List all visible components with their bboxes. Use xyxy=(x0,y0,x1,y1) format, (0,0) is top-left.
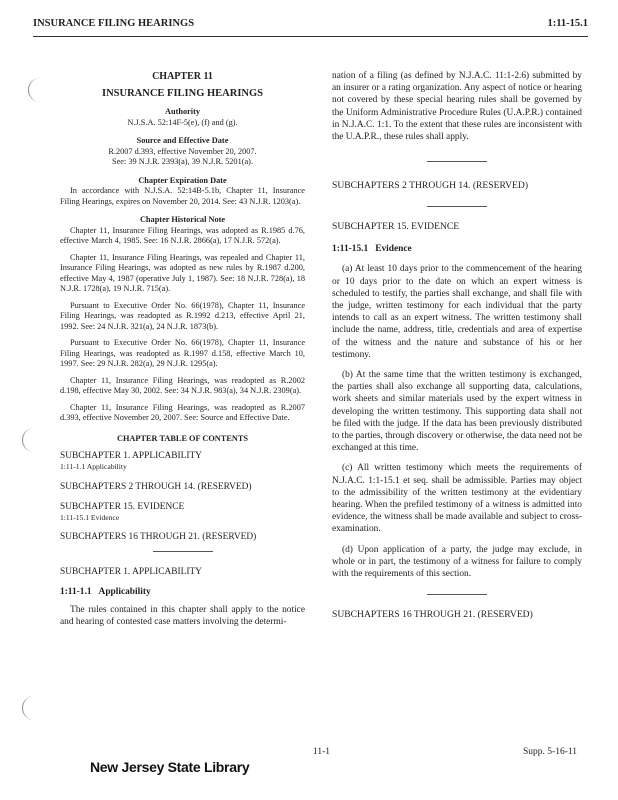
subchapter-heading: SUBCHAPTER 1. APPLICABILITY xyxy=(60,567,202,577)
authority-text: N.J.S.A. 52:14F-5(e), (f) and (g). xyxy=(127,117,238,127)
chapter-title: INSURANCE FILING HEARINGS xyxy=(101,87,264,99)
section-heading xyxy=(60,586,305,598)
authority-heading: Authority xyxy=(164,107,201,116)
punch-hole-mark xyxy=(22,696,37,720)
subchapter-heading: SUBCHAPTER 15. EVIDENCE xyxy=(332,221,460,233)
separator xyxy=(427,594,487,595)
source-text: See: 39 N.J.R. 2393(a), 39 N.J.R. 5201(a). xyxy=(111,157,254,166)
history-note: Pursuant to Executive Order No. 66(1978), Chapter 11, Insurance Filing Hearings, was readopted as R.1992 d.213, effective April 21, 1992. See: 24 N.J.R. 321(a), 24 N.J.R. 1873(b). xyxy=(60,300,305,331)
right-column xyxy=(332,70,582,621)
section-title: Evidence xyxy=(375,244,412,255)
separator xyxy=(153,551,213,552)
toc-entry: SUBCHAPTERS 16 THROUGH 21. (RESERVED) xyxy=(60,532,257,542)
history-heading: Chapter Historical Note xyxy=(139,215,226,224)
section-heading xyxy=(332,243,582,255)
section-number: 1:11-15.1 xyxy=(332,244,369,255)
library-stamp: New Jersey State Library xyxy=(90,759,250,775)
left-column xyxy=(60,62,305,628)
section-number: 1:11-1.1 xyxy=(60,587,92,597)
subchapter-heading: SUBCHAPTERS 16 THROUGH 21. (RESERVED) xyxy=(332,609,533,621)
punch-hole-mark xyxy=(28,78,43,102)
header-section: 1:11-15.1 xyxy=(547,18,588,29)
chapter-number: CHAPTER 11 xyxy=(152,71,213,82)
header-title: INSURANCE FILING HEARINGS xyxy=(33,18,195,29)
paragraph-c: (c) All written testimony which meets the requirements of N.J.A.C. 1:1-15.1 et seq. shall be admissible. Parties may object to the admissibility of the written testimony at the evidentiary hearing. When the prefiled testimony of a witness is admitted into evidence, the witness shall be made available and subject to cross-examination. xyxy=(332,463,582,535)
expiration-heading: Chapter Expiration Date xyxy=(138,175,227,185)
toc-section: 1:11-15.1 Evidence xyxy=(60,512,120,522)
history-note: Chapter 11, Insurance Filing Hearings, was readopted as R.2002 d.198, effective May 30, 2002. See: 34 N.J.R. 983(a), 34 N.J.R. 2309(a). xyxy=(60,375,305,395)
subchapter-heading: SUBCHAPTERS 2 THROUGH 14. (RESERVED) xyxy=(332,180,529,192)
separator xyxy=(427,206,487,207)
source-heading: Source and Effective Date xyxy=(136,136,229,145)
running-header xyxy=(33,18,588,34)
paragraph-d: (d) Upon application of a party, the judge may exclude, in whole or in part, the testimony of a witness for failure to comply with the requirements of this section. xyxy=(332,544,582,580)
toc-section: 1:11-1.1 Applicability xyxy=(60,462,127,471)
punch-hole-mark xyxy=(22,428,37,452)
toc-entry: SUBCHAPTER 15. EVIDENCE xyxy=(60,501,185,512)
toc-entry: SUBCHAPTERS 2 THROUGH 14. (RESERVED) xyxy=(60,481,252,492)
source-text: R.2007 d.393, effective November 20, 2007. xyxy=(108,146,257,156)
section-text: The rules contained in this chapter shall apply to the notice and hearing of contested case matters involving the determi- xyxy=(60,605,305,627)
toc-heading: CHAPTER TABLE OF CONTENTS xyxy=(116,433,248,443)
page-number: 11-1 xyxy=(313,747,331,757)
expiration-text: In accordance with N.J.S.A. 52:14B-5.1b, Chapter 11, Insurance Filing Hearings, expires on November 20, 2014. See: 43 N.J.R. 1203(a). xyxy=(60,186,305,206)
history-note: Chapter 11, Insurance Filing Hearings, was adopted as R.1985 d.76, effective March 4, 1985. See: 16 N.J.R. 2866(a), 17 N.J.R. 572(a). xyxy=(60,225,305,245)
separator xyxy=(427,161,487,162)
section-text: nation of a filing (as defined by N.J.A.C. 11:1-2.6) submitted by an insurer or a rating organization. Any aspect of notice or hearing not covered by these special hearing rules shall be governed by the Uniform Administrative Procedure Rules (U.A.P.R.) contained in N.J.A.C. 1:1. To the extent that these rules are inconsistent with the U.A.P.R., these rules shall apply. xyxy=(332,71,582,143)
history-note: Pursuant to Executive Order No. 66(1978), Chapter 11, Insurance Filing Hearings, was readopted as R.1997 d.158, effective March 10, 1997. See: 29 N.J.R. 282(a), 29 N.J.R. 1295(a). xyxy=(60,338,305,368)
paragraph-b: (b) At the same time that the written testimony is exchanged, the parties shall also exchange all supporting data, calculations, work sheets and similar materials used by the expert witness in developing the written testimony. This supporting data shall not be filed with the judge. If the data has been previously distributed to the parties, through discovery or otherwise, the data need not be exchanged at this time. xyxy=(332,370,582,454)
supplement-date: Supp. 5-16-11 xyxy=(523,747,578,757)
history-note: Chapter 11, Insurance Filing Hearings, was repealed and Chapter 11, Insurance Filing Hearings, was adopted as new rules by R.1987 d.200, effective May 4, 1987 (operative July 1, 1987). See: 18 N.J.R. 728(a), 18 N.J.R. 1728(a), 19 N.J.R. 715(a). xyxy=(60,252,305,293)
section-title: Applicability xyxy=(98,587,151,597)
toc-entry: SUBCHAPTER 1. APPLICABILITY xyxy=(60,451,202,461)
history-note: Chapter 11, Insurance Filing Hearings, was readopted as R.2007 d.393, effective November 20, 2007. See: Source and Effective Date. xyxy=(60,402,305,422)
paragraph-a: (a) At least 10 days prior to the commencement of the hearing or 10 days prior to the date on which an expert witness is scheduled to testify, the parties shall exchange, and shall file with the judge, written testimony for each individual that the party intends to call as an expert witness. The written testimony shall include the name, address, title, credentials and area of expertise of the witness and the nature and substance of his or her testimony. xyxy=(332,264,582,360)
header-rule xyxy=(33,36,588,37)
